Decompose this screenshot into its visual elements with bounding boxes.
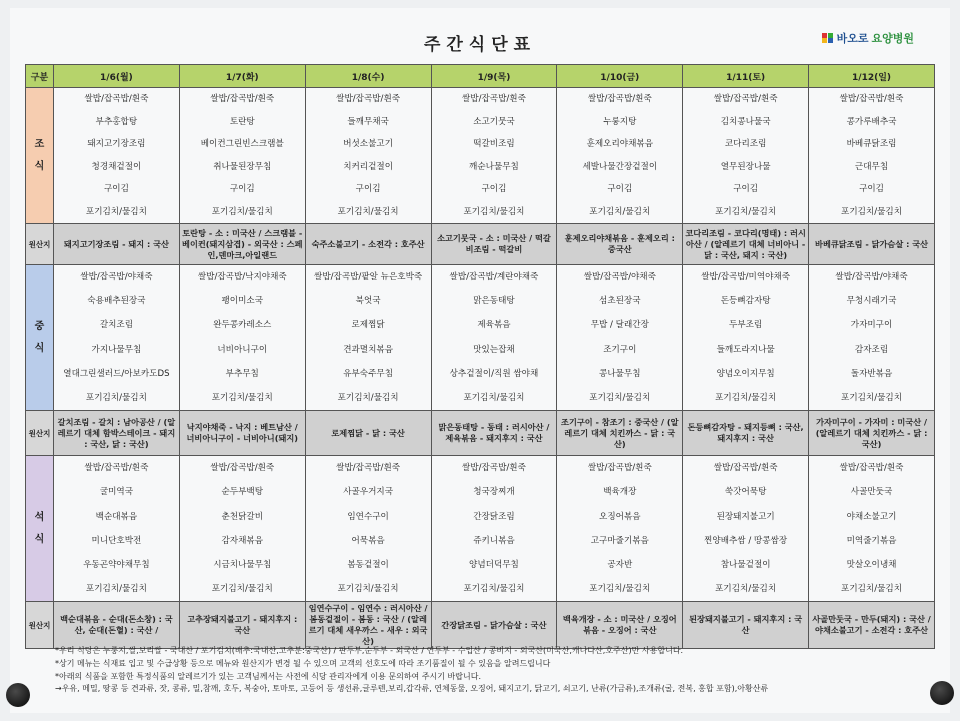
dish: 제육볶음 [477, 320, 511, 331]
dish: 참나물겉절이 [720, 559, 771, 570]
dish: 돈등뼈감자탕 [720, 296, 771, 307]
dish: 쌀밥/잡곡밥/흰죽 [84, 94, 149, 104]
dish: 열무된장나물 [720, 161, 771, 172]
dish: 부추무침 [225, 368, 259, 379]
dish: 봄동겉절이 [347, 559, 389, 570]
origin-cell: 소고기뭇국 - 소 : 미국산 / 떡갈비조림 - 떡갈비 [431, 224, 557, 265]
dish: 들깨도라지나물 [716, 344, 775, 355]
dish: 포기김치/물김치 [715, 584, 777, 595]
dish: 쌀밥/잡곡밥/흰죽 [839, 94, 904, 104]
origin-cell: 사골만둣국 - 만두(돼지) : 국산 / 야채소불고기 - 소전각 : 호주산 [809, 602, 935, 649]
dish: 돌자반볶음 [850, 368, 893, 379]
breakfast-cell [557, 88, 683, 224]
origin-cell: 백육개장 - 소 : 미국산 / 오징어볶음 - 오징어 : 국산 [557, 602, 683, 649]
day-header: 1/7(화) [179, 65, 305, 88]
dish: 포기김치/물김치 [841, 584, 903, 595]
day-header: 1/12(일) [809, 65, 935, 88]
dish: 우동곤약야채무침 [83, 559, 150, 570]
dish: 쌀밥/잡곡밥/흰죽 [587, 94, 652, 104]
dish: 포기김치/물김치 [589, 584, 651, 595]
dish: 춘천닭갈비 [221, 511, 264, 522]
breakfast-cell [54, 88, 180, 224]
dish: 임연수구이 [347, 511, 389, 522]
dish: 쌀밥/잡곡밥/흰죽 [587, 463, 652, 474]
dish: 청경채겉절이 [91, 161, 142, 172]
dish: 시금치나물무침 [213, 559, 272, 570]
dish: 팽이미소국 [221, 296, 264, 307]
breakfast-cell [683, 88, 809, 224]
dish: 바베큐닭조림 [846, 139, 897, 149]
dish: 쌀밥/잡곡밥/흰죽 [839, 463, 904, 474]
dish: 쌀밥/잡곡밥/흰죽 [336, 463, 401, 474]
note-line: *상기 메뉴는 식재료 입고 및 수급상황 등으로 메뉴와 원산지가 변경 될 수 있으며 고객의 선호도에 따라 조기품질이 될 수 있음을 알려드립니다 [55, 658, 551, 668]
dish: 백육개장 [603, 487, 637, 498]
menu-sheet [10, 8, 950, 713]
dish: 조기구이 [603, 344, 637, 355]
dish: 쌀밥/잡곡밥/미역야채죽 [701, 272, 791, 282]
origin-cell: 로제찜닭 - 닭 : 국산 [305, 411, 431, 456]
dish: 포기김치/물김치 [841, 392, 903, 403]
day-header: 1/10(금) [557, 65, 683, 88]
dish: 콩나물무침 [599, 368, 641, 379]
dinner-cell [683, 456, 809, 602]
dish: 오징어볶음 [599, 511, 641, 522]
lunch-cell [557, 265, 683, 411]
dish: 쌀밥/잡곡밥/흰죽 [210, 463, 275, 474]
lunch-cell [431, 265, 557, 411]
dish: 치커리겉절이 [343, 161, 394, 172]
dish: 포기김치/물김치 [715, 206, 777, 217]
origin-cell: 갈치조림 - 갈치 : 남아공산 / (알레르기 대체 함박스테이크 - 돼지 : 국산, 닭 : 국산) [54, 411, 180, 456]
dish: 상추겉절이/직원 쌈야채 [449, 368, 539, 379]
lunch-origin-row [26, 411, 935, 456]
day-header: 1/9(목) [431, 65, 557, 88]
dish: 포기김치/물김치 [337, 206, 399, 217]
weekly-menu-table [25, 64, 935, 649]
origin-cell: 토란탕 - 소 : 미국산 / 스크램블 - 베이컨(돼지삼겹) - 외국산 : 스페인,덴마크,아일랜드 [179, 224, 305, 265]
dish: 북엇국 [355, 296, 381, 307]
dish: 깨순나물무침 [469, 161, 519, 172]
dish: 베이컨그린빈스크램블 [200, 139, 284, 149]
dish: 감자조림 [854, 344, 889, 355]
dish: 포기김치/물김치 [463, 392, 525, 403]
dinner-label: 석 식 [26, 456, 54, 602]
dinner-cell [179, 456, 305, 602]
dish: 유부숙주무침 [343, 368, 394, 379]
dish: 쌀밥/잡곡밥/계란야채죽 [449, 272, 539, 282]
magnet-left [6, 683, 30, 707]
notes [55, 645, 925, 696]
dish: 무청시래기국 [846, 296, 897, 307]
logo-text-accent: 요양병원 [871, 32, 914, 45]
dish: 견과멸치볶음 [343, 344, 394, 355]
dish: 포기김치/물김치 [841, 206, 903, 217]
dish: 양념더덕무침 [469, 559, 519, 570]
dinner-origin-row [26, 602, 935, 649]
dish: 구이김 [859, 184, 884, 194]
dish: 포기김치/물김치 [211, 584, 273, 595]
note-line: →우유, 메밀, 땅콩 등 견과류, 잣, 콩류, 밀,참깨, 호두, 복숭아, 토마토, 고등어 등 생선류,글루텐,보리,갑각류, 연체동물, 오징어, 돼지고기, 닭고기, 쇠고기, 난류(가금류),조개류(굴, 전복, 홍합 포함),아황산류 [55, 684, 769, 694]
dish: 감자채볶음 [221, 535, 264, 546]
dinner-cell [809, 456, 935, 602]
dish: 떡갈비조림 [473, 139, 515, 149]
origin-cell: 가자미구이 - 가자미 : 미국산 / (알레르기 대체 치킨까스 - 닭 : 국산) [809, 411, 935, 456]
dish: 쥬키니볶음 [473, 535, 515, 546]
dish: 김치콩나물국 [720, 116, 771, 127]
dish: 무밥 / 달래간장 [590, 320, 649, 331]
logo-mark-icon [822, 33, 834, 43]
origin-cell: 맑은동태탕 - 동태 : 러시아산 / 제육볶음 - 돼지후지 : 국산 [431, 411, 557, 456]
dinner-cell [431, 456, 557, 602]
dish: 사골우거지국 [343, 487, 394, 498]
dinner-cell [305, 456, 431, 602]
magnet-right [930, 681, 954, 705]
origin-cell: 훈제오리야채볶음 - 훈제오리 : 중국산 [557, 224, 683, 265]
origin-cell: 코다리조림 - 코다리(명태) : 러시아산 / (알레르기 대체 너비아니 - 닭 : 국산, 돼지 : 국산) [683, 224, 809, 265]
dish: 갈치조림 [99, 320, 134, 331]
dish: 쌀밥/잡곡밥/흰죽 [84, 463, 149, 474]
dish: 훈제오리야채볶음 [586, 139, 653, 149]
dish: 숙용배추된장국 [87, 296, 146, 307]
dish: 쌀밥/잡곡밥/야채죽 [583, 272, 656, 282]
dish: 맛있는잡채 [473, 344, 515, 355]
dish: 포기김치/물김치 [211, 392, 273, 403]
lunch-cell [179, 265, 305, 411]
dish: 부추홍합탕 [95, 116, 138, 127]
origin-cell: 바베큐닭조림 - 닭가슴살 : 국산 [809, 224, 935, 265]
breakfast-cell [431, 88, 557, 224]
dish: 간장닭조림 [473, 511, 515, 522]
day-header: 1/8(수) [305, 65, 431, 88]
dish: 포기김치/물김치 [463, 584, 525, 595]
logo-text-main: 바오로 [836, 32, 869, 45]
origin-cell: 숙주소불고기 - 소전각 : 호주산 [305, 224, 431, 265]
dish: 가지나물무침 [91, 344, 142, 355]
dish: 포기김치/물김치 [463, 206, 525, 217]
day-header: 1/6(월) [54, 65, 180, 88]
dish: 굴미역국 [99, 487, 134, 498]
dish: 들깨무채국 [347, 116, 389, 127]
dish: 콩가루배추국 [846, 116, 897, 127]
dinner-row [26, 456, 935, 602]
note-line: *우리 식당은 누룽지,쌀,보리쌀 - 국내산 / 포기김치(배추:국내산,고추분:중국산) / 판두부,순두부 - 외국산 / 연두부 - 수입산 / 콩비지 - 외국산(미국산,캐나다산,호주산)만 사용합니다. [55, 646, 684, 655]
dish: 포기김치/물김치 [589, 206, 651, 217]
lunch-cell [683, 265, 809, 411]
dish: 세발나물간장겉절이 [582, 161, 658, 172]
dish: 쌀밥/잡곡밥/흰죽 [336, 94, 401, 104]
dish: 순두부백탕 [221, 487, 264, 498]
dish: 구이김 [229, 184, 255, 194]
dish: 쌀밥/잡곡밥/팥알 뉴은호박죽 [314, 272, 423, 282]
note-line: *아래의 식품을 포함한 특정식품의 알레르기가 있는 고객님께서는 사전에 식당 관리자에게 이용 문의하여 주시기 바랍니다. [55, 671, 481, 681]
lunch-cell [54, 265, 180, 411]
dish: 백순대볶음 [95, 511, 138, 522]
dish: 돼지고기장조림 [87, 139, 146, 149]
page-title: 주간식단표 [423, 35, 537, 55]
dish: 된장돼지불고기 [716, 511, 775, 522]
dish: 쌀밥/잡곡밥/흰죽 [713, 463, 778, 474]
dish: 완두콩카레소스 [213, 320, 272, 331]
dinner-cell [54, 456, 180, 602]
dish: 야채소불고기 [846, 511, 897, 522]
origin-cell: 고추장돼지불고기 - 돼지후지 : 국산 [179, 602, 305, 649]
dish: 공자반 [607, 559, 633, 570]
dish: 로제찜닭 [351, 320, 385, 331]
dish: 쌀밥/잡곡밥/낙지야채죽 [197, 272, 287, 282]
dish: 사골만둣국 [850, 487, 893, 498]
gubun-header: 구분 [26, 65, 54, 88]
dish: 포기김치/물김치 [715, 392, 777, 403]
breakfast-label: 조 식 [26, 88, 54, 224]
dish: 구이김 [355, 184, 381, 194]
dish: 맛살오이냉채 [846, 559, 897, 570]
breakfast-cell [305, 88, 431, 224]
dish: 쌀밥/잡곡밥/야채죽 [835, 272, 908, 282]
dish: 열대그린샐러드/아보카도DS [63, 368, 170, 379]
dish: 청국장찌개 [473, 487, 515, 498]
dish: 토란탕 [229, 116, 255, 127]
dish: 섬초된장국 [599, 296, 641, 307]
dish: 포기김치/물김치 [589, 392, 651, 403]
origin-cell: 낙지야채죽 - 낙지 : 베트남산 / 너비아니구이 - 너비아니(돼지) [179, 411, 305, 456]
dish: 포기김치/물김치 [85, 206, 147, 217]
dish: 미니단호박전 [91, 535, 142, 546]
dish: 구이김 [733, 184, 759, 194]
dish: 쌀밥/잡곡밥/흰죽 [462, 463, 526, 474]
dish: 가자미구이 [850, 320, 893, 331]
breakfast-cell [809, 88, 935, 224]
dish: 근대무침 [854, 161, 889, 172]
dish: 찐양배추쌈 / 땅콩쌈장 [704, 535, 788, 546]
dish: 버섯소불고기 [343, 139, 394, 149]
dish: 쌀밥/잡곡밥/흰죽 [462, 94, 526, 104]
lunch-row [26, 265, 935, 411]
origin-label: 원산지 [26, 602, 54, 649]
dish: 구이김 [607, 184, 633, 194]
dish: 소고기뭇국 [473, 116, 515, 127]
origin-cell: 조기구이 - 참조기 : 중국산 / (알레르기 대체 치킨까스 - 닭 : 국산) [557, 411, 683, 456]
dish: 쌀밥/잡곡밥/야채죽 [80, 272, 153, 282]
hospital-logo [822, 30, 914, 46]
breakfast-cell [179, 88, 305, 224]
dish: 포기김치/물김치 [337, 392, 399, 403]
dish: 쌀밥/잡곡밥/흰죽 [713, 94, 778, 104]
origin-label: 원산지 [26, 411, 54, 456]
lunch-label: 중 식 [26, 265, 54, 411]
origin-cell: 간장닭조림 - 닭가슴살 : 국산 [431, 602, 557, 649]
dish: 어묵볶음 [351, 535, 385, 546]
origin-label: 원산지 [26, 224, 54, 265]
day-header: 1/11(토) [683, 65, 809, 88]
dish: 쌀밥/잡곡밥/흰죽 [210, 94, 275, 104]
dish: 포기김치/물김치 [211, 206, 273, 217]
dish: 두부조림 [729, 320, 763, 331]
dish: 양념오이지무침 [716, 368, 775, 379]
dish: 고구마줄기볶음 [590, 535, 649, 546]
dish: 구이김 [103, 184, 129, 194]
lunch-cell [305, 265, 431, 411]
origin-cell: 돈등뼈감자탕 - 돼지등뼈 : 국산, 돼지후지 : 국산 [683, 411, 809, 456]
header-row [26, 65, 935, 88]
origin-cell: 백순대볶음 - 순대(돈소창) : 국산, 순대(돈혈) : 국산 / [54, 602, 180, 649]
breakfast-origin-row [26, 224, 935, 265]
dish: 너비아니구이 [217, 344, 268, 355]
origin-cell: 돼지고기장조림 - 돼지 : 국산 [54, 224, 180, 265]
dish: 포기김치/물김치 [85, 392, 147, 403]
dish: 누룽지탕 [603, 116, 637, 127]
dinner-cell [557, 456, 683, 602]
origin-cell: 된장돼지불고기 - 돼지후지 : 국산 [683, 602, 809, 649]
dish: 포기김치/물김치 [337, 584, 399, 595]
dish: 쑥갓어묵탕 [724, 487, 767, 498]
lunch-cell [809, 265, 935, 411]
dish: 미역줄기볶음 [846, 535, 897, 546]
dish: 구이김 [481, 184, 507, 194]
dish: 포기김치/물김치 [85, 584, 147, 595]
breakfast-row [26, 88, 935, 224]
dish: 맑은동태탕 [473, 296, 515, 307]
dish: 코다리조림 [724, 139, 767, 149]
origin-cell: 임연수구이 - 임연수 : 러시아산 / 봄동겉절이 - 봄동 : 국산 / (알레르기 대체 새우까스 - 새우 : 외국산) [305, 602, 431, 649]
dish: 취나물된장무침 [213, 161, 272, 172]
